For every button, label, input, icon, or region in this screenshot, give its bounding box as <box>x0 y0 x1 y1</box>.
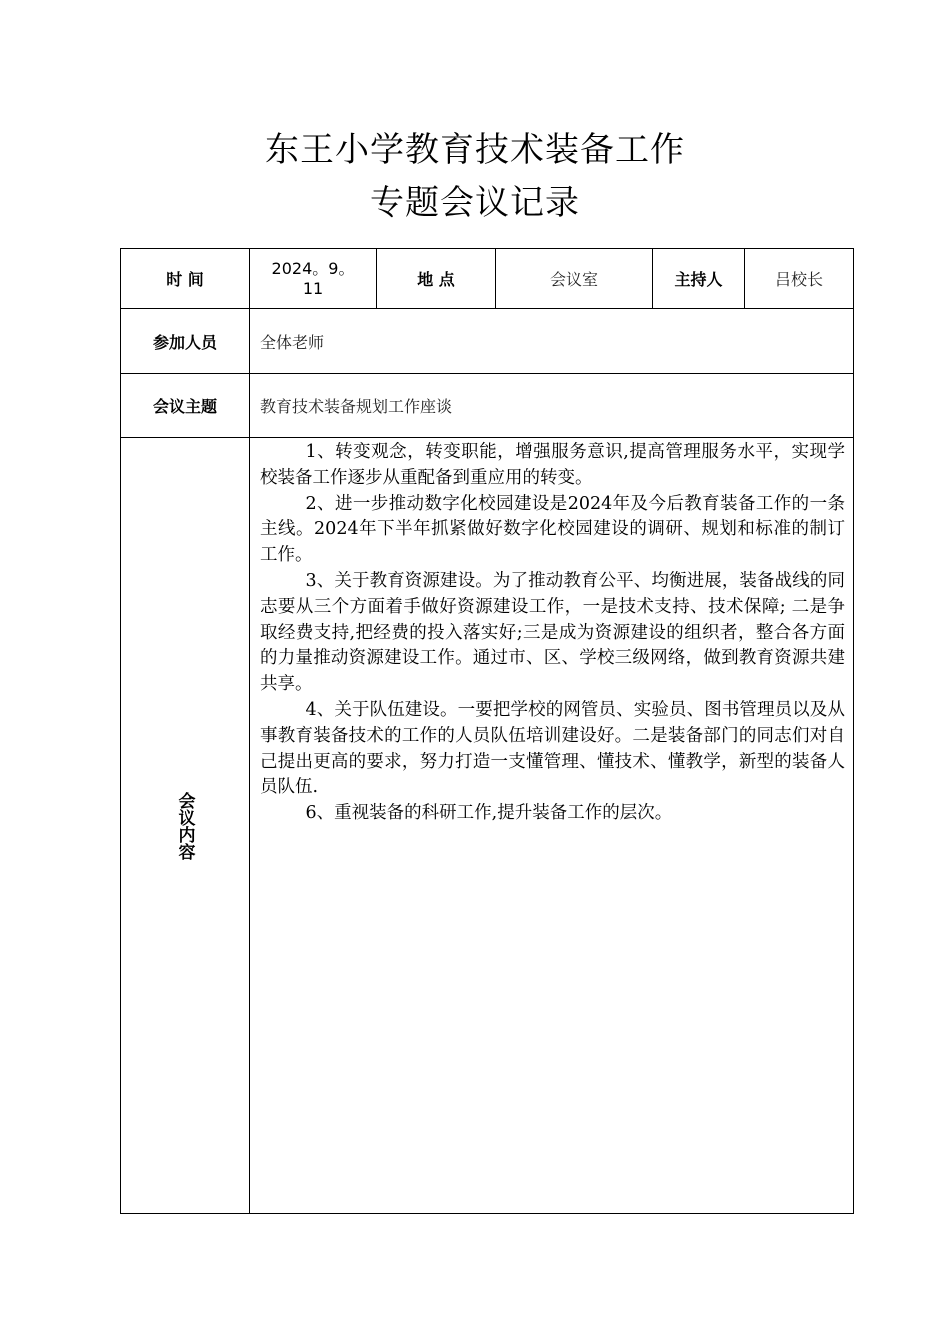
host-label: 主持人 <box>653 249 745 309</box>
document-title-line2: 专题会议记录 <box>370 183 580 223</box>
content-paragraph: 1、转变观念，转变职能，增强服务意识,提高管理服务水平，实现学校装备工作逐步从重配备到重应用的转变。 <box>260 442 845 488</box>
content-label: 会议内容 <box>174 791 195 860</box>
host-value: 吕校长 <box>745 249 854 309</box>
meeting-record-table <box>120 248 854 1214</box>
content-body <box>250 438 854 1214</box>
topic-value: 教育技术装备规划工作座谈 <box>250 374 854 438</box>
time-value <box>250 249 377 309</box>
header-row <box>121 249 854 309</box>
participants-value: 全体老师 <box>250 309 854 374</box>
content-label-cell <box>121 438 250 1214</box>
time-label: 时 间 <box>121 249 250 309</box>
time-value-line2: 11 <box>302 278 324 298</box>
participants-label: 参加人员 <box>121 309 250 374</box>
content-paragraph: 4、关于队伍建设。一要把学校的网管员、实验员、图书管理员以及从事教育装备技术的工作的人员队伍培训建设好。二是装备部门的同志们对自己提出更高的要求，努力打造一支懂管理、懂技术、懂教学，新型的装备人员队伍. <box>260 699 845 798</box>
place-value: 会议室 <box>496 249 653 309</box>
topic-row <box>121 374 854 438</box>
participants-row <box>121 309 854 374</box>
content-paragraph: 2、进一步推动数字化校园建设是2024年及今后教育装备工作的一条主线。2024年下半年抓紧做好数字化校园建设的调研、规划和标准的制订工作。 <box>260 493 845 566</box>
content-paragraph: 6、重视装备的科研工作,提升装备工作的层次。 <box>305 803 673 824</box>
time-value-line1: 2024。9。 <box>271 258 355 278</box>
content-paragraph: 3、关于教育资源建设。为了推动教育公平、均衡进展，装备战线的同志要从三个方面着手做好资源建设工作，一是技术支持、技术保障; 二是争取经费支持,把经费的投入落实好;三是成为资源建设的组织者，整合各方面的力量推动资源建设工作。通过市、区、学校三级网络，做到教育资源共建共享。 <box>260 570 845 695</box>
place-label: 地 点 <box>377 249 496 309</box>
content-row <box>121 438 854 1214</box>
document-title-line1: 东王小学教育技术装备工作 <box>265 130 685 170</box>
topic-label: 会议主题 <box>121 374 250 438</box>
